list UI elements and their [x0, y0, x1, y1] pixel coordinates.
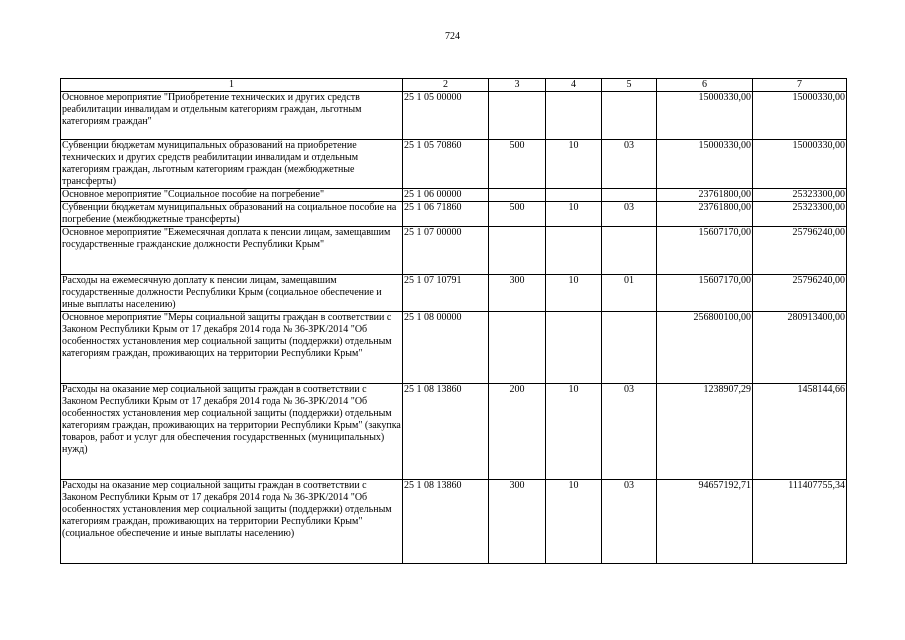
row-amount-year2-cell: 280913400,00 [753, 312, 847, 384]
row-code-cell: 25 1 07 00000 [403, 227, 489, 275]
row-section-cell [546, 92, 602, 140]
row-amount-year1-cell: 15000330,00 [657, 92, 753, 140]
table-row [61, 92, 847, 140]
row-section-cell: 10 [546, 480, 602, 564]
row-name-cell: Субвенции бюджетам муниципальных образований на социальное пособие на погребение (межбюджетные трансферты) [61, 202, 403, 227]
row-subsection-cell [602, 92, 657, 140]
row-amount-year1-cell: 15000330,00 [657, 140, 753, 189]
row-amount-year1-cell: 15607170,00 [657, 275, 753, 312]
row-amount-year2-cell: 25323300,00 [753, 202, 847, 227]
column-header: 1 [61, 79, 403, 92]
row-expense-type-cell [489, 227, 546, 275]
row-section-cell [546, 312, 602, 384]
row-name-cell: Расходы на оказание мер социальной защиты граждан в соответствии с Законом Республики Крым от 17 декабря 2014 года № 36-ЗРК/2014 "Об особенностях установления мер социальной защиты (поддержки) отдельным категориям граждан, проживающих на территории Республики Крым" (социальное обеспечение и иные выплаты населению) [61, 480, 403, 564]
row-expense-type-cell: 300 [489, 275, 546, 312]
table-header-row [61, 79, 847, 92]
table-row [61, 227, 847, 275]
column-header: 3 [489, 79, 546, 92]
row-subsection-cell [602, 189, 657, 202]
column-header: 4 [546, 79, 602, 92]
row-code-cell: 25 1 08 00000 [403, 312, 489, 384]
row-name-cell: Субвенции бюджетам муниципальных образований на приобретение технических и других средств реабилитации инвалидам и отдельным категориям граждан, льготным категориям граждан (межбюджетные трансферты) [61, 140, 403, 189]
row-expense-type-cell [489, 312, 546, 384]
row-subsection-cell: 03 [602, 202, 657, 227]
row-amount-year2-cell: 25796240,00 [753, 227, 847, 275]
row-amount-year1-cell: 15607170,00 [657, 227, 753, 275]
row-code-cell: 25 1 06 00000 [403, 189, 489, 202]
table-row [61, 384, 847, 480]
column-header: 5 [602, 79, 657, 92]
row-amount-year2-cell: 111407755,34 [753, 480, 847, 564]
row-code-cell: 25 1 08 13860 [403, 384, 489, 480]
column-header: 6 [657, 79, 753, 92]
row-expense-type-cell [489, 189, 546, 202]
column-header: 7 [753, 79, 847, 92]
row-name-cell: Основное мероприятие "Приобретение технических и других средств реабилитации инвалидам и отдельным категориям граждан, льготным категориям граждан" [61, 92, 403, 140]
row-expense-type-cell: 500 [489, 202, 546, 227]
table-row [61, 480, 847, 564]
row-amount-year1-cell: 94657192,71 [657, 480, 753, 564]
row-subsection-cell: 01 [602, 275, 657, 312]
row-code-cell: 25 1 06 71860 [403, 202, 489, 227]
row-section-cell [546, 189, 602, 202]
page-number: 724 [445, 31, 460, 42]
row-subsection-cell [602, 227, 657, 275]
row-expense-type-cell [489, 92, 546, 140]
row-code-cell: 25 1 05 70860 [403, 140, 489, 189]
row-subsection-cell [602, 312, 657, 384]
row-subsection-cell: 03 [602, 480, 657, 564]
table-row [61, 275, 847, 312]
table-row [61, 140, 847, 189]
budget-table [60, 78, 847, 564]
row-expense-type-cell: 300 [489, 480, 546, 564]
row-amount-year2-cell: 15000330,00 [753, 140, 847, 189]
row-section-cell: 10 [546, 140, 602, 189]
row-code-cell: 25 1 05 00000 [403, 92, 489, 140]
row-code-cell: 25 1 08 13860 [403, 480, 489, 564]
row-section-cell: 10 [546, 384, 602, 480]
row-amount-year1-cell: 23761800,00 [657, 202, 753, 227]
row-expense-type-cell: 200 [489, 384, 546, 480]
row-amount-year2-cell: 15000330,00 [753, 92, 847, 140]
row-name-cell: Основное мероприятие "Социальное пособие на погребение" [61, 189, 403, 202]
row-name-cell: Основное мероприятие "Ежемесячная доплата к пенсии лицам, замещавшим государственные гражданские должности Республики Крым" [61, 227, 403, 275]
row-amount-year1-cell: 256800100,00 [657, 312, 753, 384]
row-code-cell: 25 1 07 10791 [403, 275, 489, 312]
row-section-cell [546, 227, 602, 275]
table-row [61, 312, 847, 384]
column-header: 2 [403, 79, 489, 92]
row-section-cell: 10 [546, 275, 602, 312]
row-section-cell: 10 [546, 202, 602, 227]
row-subsection-cell: 03 [602, 140, 657, 189]
row-name-cell: Расходы на оказание мер социальной защиты граждан в соответствии с Законом Республики Крым от 17 декабря 2014 года № 36-ЗРК/2014 "Об особенностях установления мер социальной защиты (поддержки) отдельным категориям граждан, проживающих на территории Республики Крым" (закупка товаров, работ и услуг для обеспечения государственных (муниципальных) нужд) [61, 384, 403, 480]
row-amount-year2-cell: 1458144,66 [753, 384, 847, 480]
row-expense-type-cell: 500 [489, 140, 546, 189]
row-amount-year2-cell: 25796240,00 [753, 275, 847, 312]
row-amount-year1-cell: 23761800,00 [657, 189, 753, 202]
row-amount-year1-cell: 1238907,29 [657, 384, 753, 480]
row-name-cell: Расходы на ежемесячную доплату к пенсии лицам, замещавшим государственные должности Республики Крым (социальное обеспечение и иные выплаты населению) [61, 275, 403, 312]
row-subsection-cell: 03 [602, 384, 657, 480]
table-row [61, 202, 847, 227]
row-amount-year2-cell: 25323300,00 [753, 189, 847, 202]
row-name-cell: Основное мероприятие "Меры социальной защиты граждан в соответствии с Законом Республики Крым от 17 декабря 2014 года № 36-ЗРК/2014 "Об особенностях установления мер социальной защиты (поддержки) отдельным категориям граждан, проживающих на территории Республики Крым" [61, 312, 403, 384]
table-row [61, 189, 847, 202]
